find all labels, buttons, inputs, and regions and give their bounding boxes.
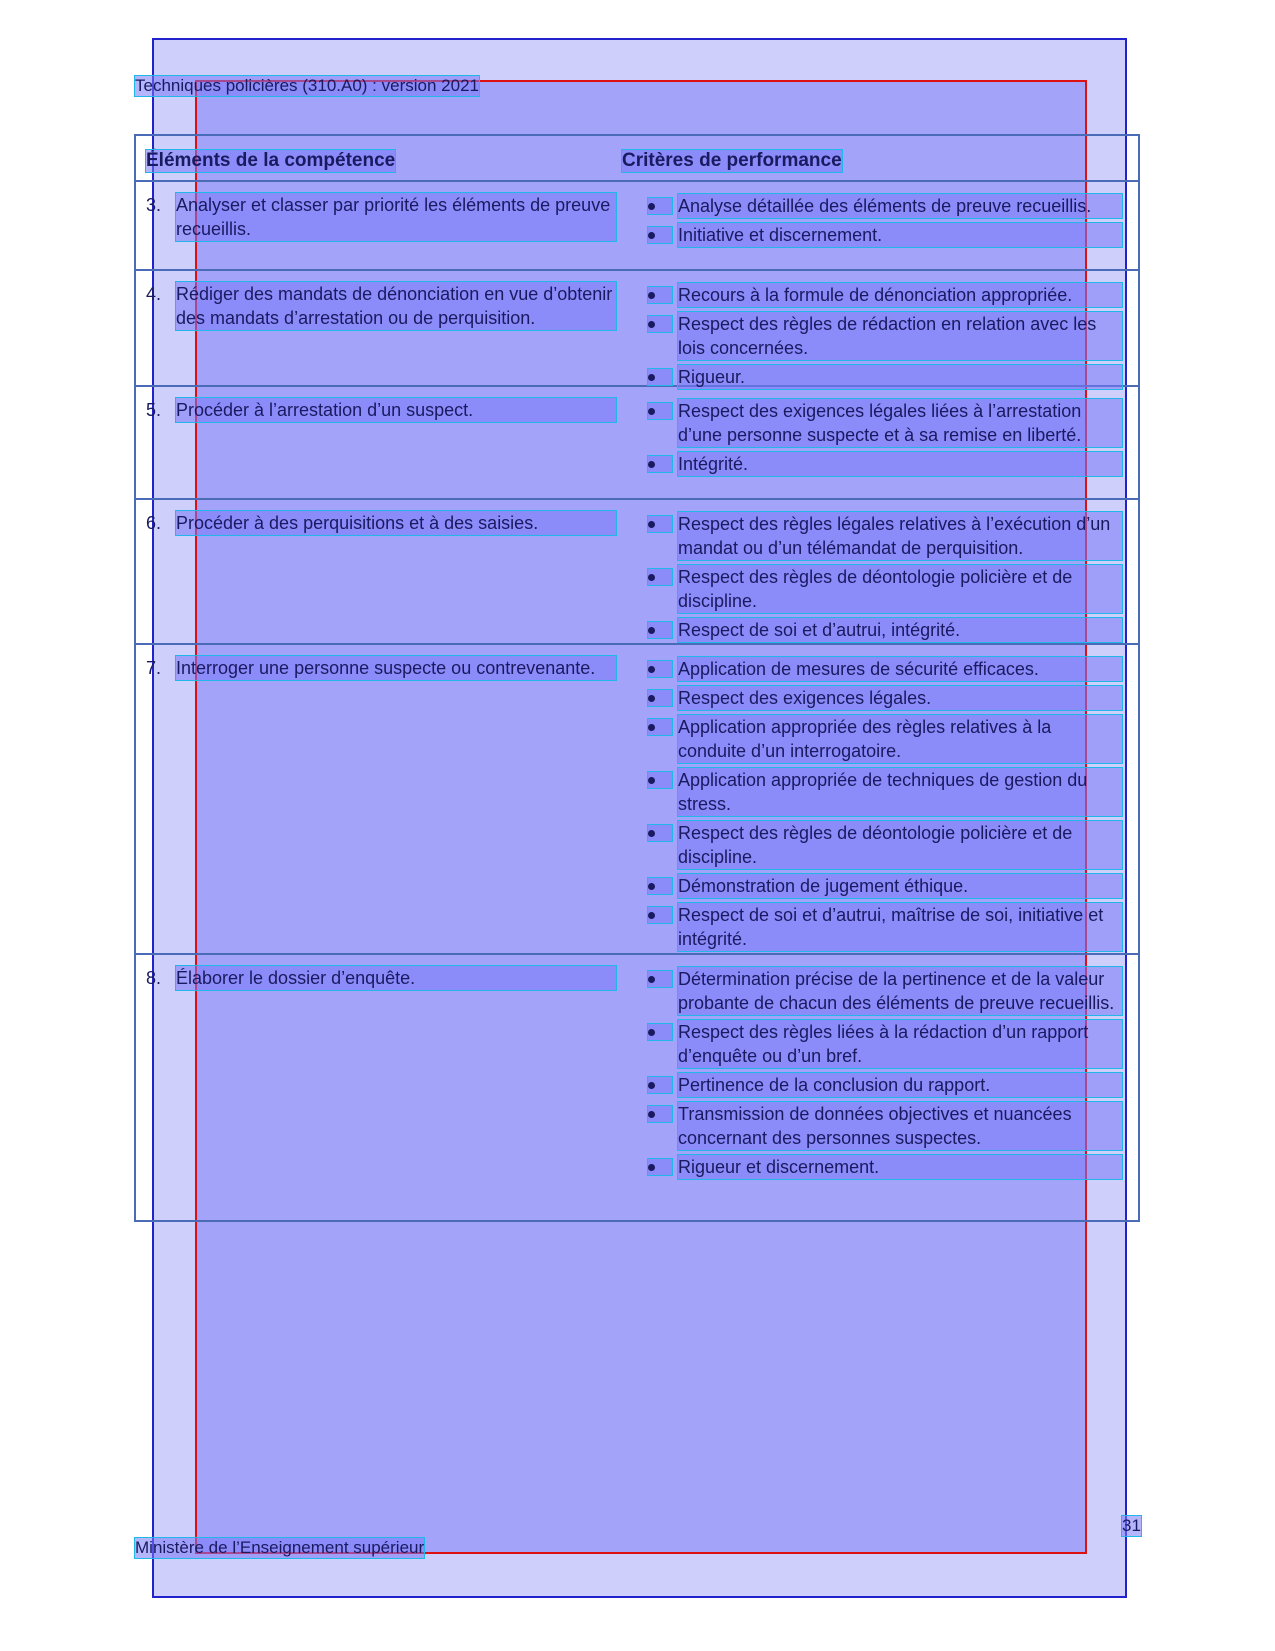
element-text: Procéder à des perquisitions et à des saisies. <box>176 511 616 535</box>
criterion-text: Respect de soi et d’autrui, intégrité. <box>678 618 1122 642</box>
criterion-text: Application appropriée de techniques de gestion du stress. <box>678 768 1122 816</box>
bullet-icon <box>648 1159 672 1175</box>
bullet-icon <box>648 1106 672 1122</box>
criteria-list <box>648 967 1122 1184</box>
criterion-item <box>648 821 1122 869</box>
competence-table <box>134 134 1140 1222</box>
footer-ministry: Ministère de l’Enseignement supérieur <box>135 1538 425 1557</box>
criterion-text: Initiative et discernement. <box>678 223 1122 247</box>
bullet-icon <box>648 569 672 585</box>
criterion-text: Analyse détaillée des éléments de preuve recueillis. <box>678 194 1122 218</box>
criterion-text: Respect de soi et d’autrui, maîtrise de soi, initiative et intégrité. <box>678 903 1122 951</box>
element-cell <box>146 398 616 422</box>
criterion-item <box>648 194 1122 218</box>
criterion-item <box>648 1020 1122 1068</box>
criterion-item <box>648 365 1122 389</box>
criteria-list <box>648 194 1122 252</box>
criterion-text: Respect des règles de rédaction en relation avec les lois concernées. <box>678 312 1122 360</box>
bullet-icon <box>648 878 672 894</box>
bullet-icon <box>648 1024 672 1040</box>
bullet-icon <box>648 622 672 638</box>
criterion-item <box>648 399 1122 447</box>
table-row <box>136 955 1138 1220</box>
running-header: Techniques policières (310.A0) : version 2021 <box>135 76 479 95</box>
criterion-text: Respect des règles liées à la rédaction d’un rapport d’enquête ou d’un bref. <box>678 1020 1122 1068</box>
criterion-item <box>648 686 1122 710</box>
criterion-text: Application de mesures de sécurité efficaces. <box>678 657 1122 681</box>
criteria-list <box>648 512 1122 647</box>
element-cell <box>146 966 616 990</box>
bullet-icon <box>648 772 672 788</box>
table-row <box>136 271 1138 387</box>
criterion-item <box>648 768 1122 816</box>
bullet-icon <box>648 971 672 987</box>
table-row <box>136 500 1138 645</box>
criterion-item <box>648 223 1122 247</box>
bullet-icon <box>648 456 672 472</box>
criterion-item <box>648 967 1122 1015</box>
bullet-icon <box>648 316 672 332</box>
column-heading-criteria: Critères de performance <box>622 150 842 171</box>
criteria-list <box>648 399 1122 481</box>
criterion-item <box>648 657 1122 681</box>
table-row <box>136 182 1138 271</box>
criterion-text: Intégrité. <box>678 452 1122 476</box>
column-heading-elements: Éléments de la compétence <box>146 150 396 171</box>
criterion-text: Détermination précise de la pertinence et de la valeur probante de chacun des éléments de preuve recueillis. <box>678 967 1122 1015</box>
table-row <box>136 645 1138 955</box>
table-header-row <box>136 136 1138 182</box>
element-cell <box>146 193 616 241</box>
bullet-icon <box>648 198 672 214</box>
criteria-list <box>648 657 1122 956</box>
element-number: 3. <box>146 195 162 215</box>
element-number: 4. <box>146 284 162 304</box>
criterion-item <box>648 874 1122 898</box>
criterion-text: Démonstration de jugement éthique. <box>678 874 1122 898</box>
bullet-icon <box>648 690 672 706</box>
criterion-text: Respect des règles de déontologie policière et de discipline. <box>678 565 1122 613</box>
criterion-item <box>648 283 1122 307</box>
element-number: 8. <box>146 968 162 988</box>
element-text: Procéder à l’arrestation d’un suspect. <box>176 398 616 422</box>
criterion-text: Transmission de données objectives et nuancées concernant des personnes suspectes. <box>678 1102 1122 1150</box>
element-text: Interroger une personne suspecte ou contrevenante. <box>176 656 616 680</box>
element-cell <box>146 511 616 535</box>
element-number: 6. <box>146 513 162 533</box>
criterion-text: Pertinence de la conclusion du rapport. <box>678 1073 1122 1097</box>
criterion-text: Respect des exigences légales liées à l’arrestation d’une personne suspecte et à sa remise en liberté. <box>678 399 1122 447</box>
element-number: 5. <box>146 400 162 420</box>
criterion-item <box>648 565 1122 613</box>
bullet-icon <box>648 403 672 419</box>
criterion-text: Respect des exigences légales. <box>678 686 1122 710</box>
criterion-text: Respect des règles légales relatives à l’exécution d’un mandat ou d’un télémandat de perquisition. <box>678 512 1122 560</box>
criterion-text: Rigueur. <box>678 365 1122 389</box>
element-text: Analyser et classer par priorité les éléments de preuve recueillis. <box>176 193 616 241</box>
bullet-icon <box>648 369 672 385</box>
element-text: Élaborer le dossier d’enquête. <box>176 966 616 990</box>
criterion-text: Recours à la formule de dénonciation appropriée. <box>678 283 1122 307</box>
criterion-item <box>648 1102 1122 1150</box>
page-number: 31 <box>1122 1516 1141 1535</box>
bullet-icon <box>648 825 672 841</box>
bullet-icon <box>648 516 672 532</box>
criterion-item <box>648 452 1122 476</box>
bullet-icon <box>648 227 672 243</box>
criterion-item <box>648 618 1122 642</box>
criterion-item <box>648 1155 1122 1179</box>
criteria-list <box>648 283 1122 394</box>
element-text: Rédiger des mandats de dénonciation en vue d’obtenir des mandats d’arrestation ou de perquisition. <box>176 282 616 330</box>
bullet-icon <box>648 661 672 677</box>
criterion-text: Rigueur et discernement. <box>678 1155 1122 1179</box>
criterion-item <box>648 512 1122 560</box>
criterion-text: Application appropriée des règles relatives à la conduite d’un interrogatoire. <box>678 715 1122 763</box>
element-number: 7. <box>146 658 162 678</box>
criterion-item <box>648 903 1122 951</box>
criterion-item <box>648 1073 1122 1097</box>
bullet-icon <box>648 1077 672 1093</box>
bullet-icon <box>648 287 672 303</box>
criterion-text: Respect des règles de déontologie policière et de discipline. <box>678 821 1122 869</box>
criterion-item <box>648 312 1122 360</box>
bullet-icon <box>648 907 672 923</box>
table-row <box>136 387 1138 500</box>
element-cell <box>146 656 616 680</box>
element-cell <box>146 282 616 330</box>
criterion-item <box>648 715 1122 763</box>
bullet-icon <box>648 719 672 735</box>
